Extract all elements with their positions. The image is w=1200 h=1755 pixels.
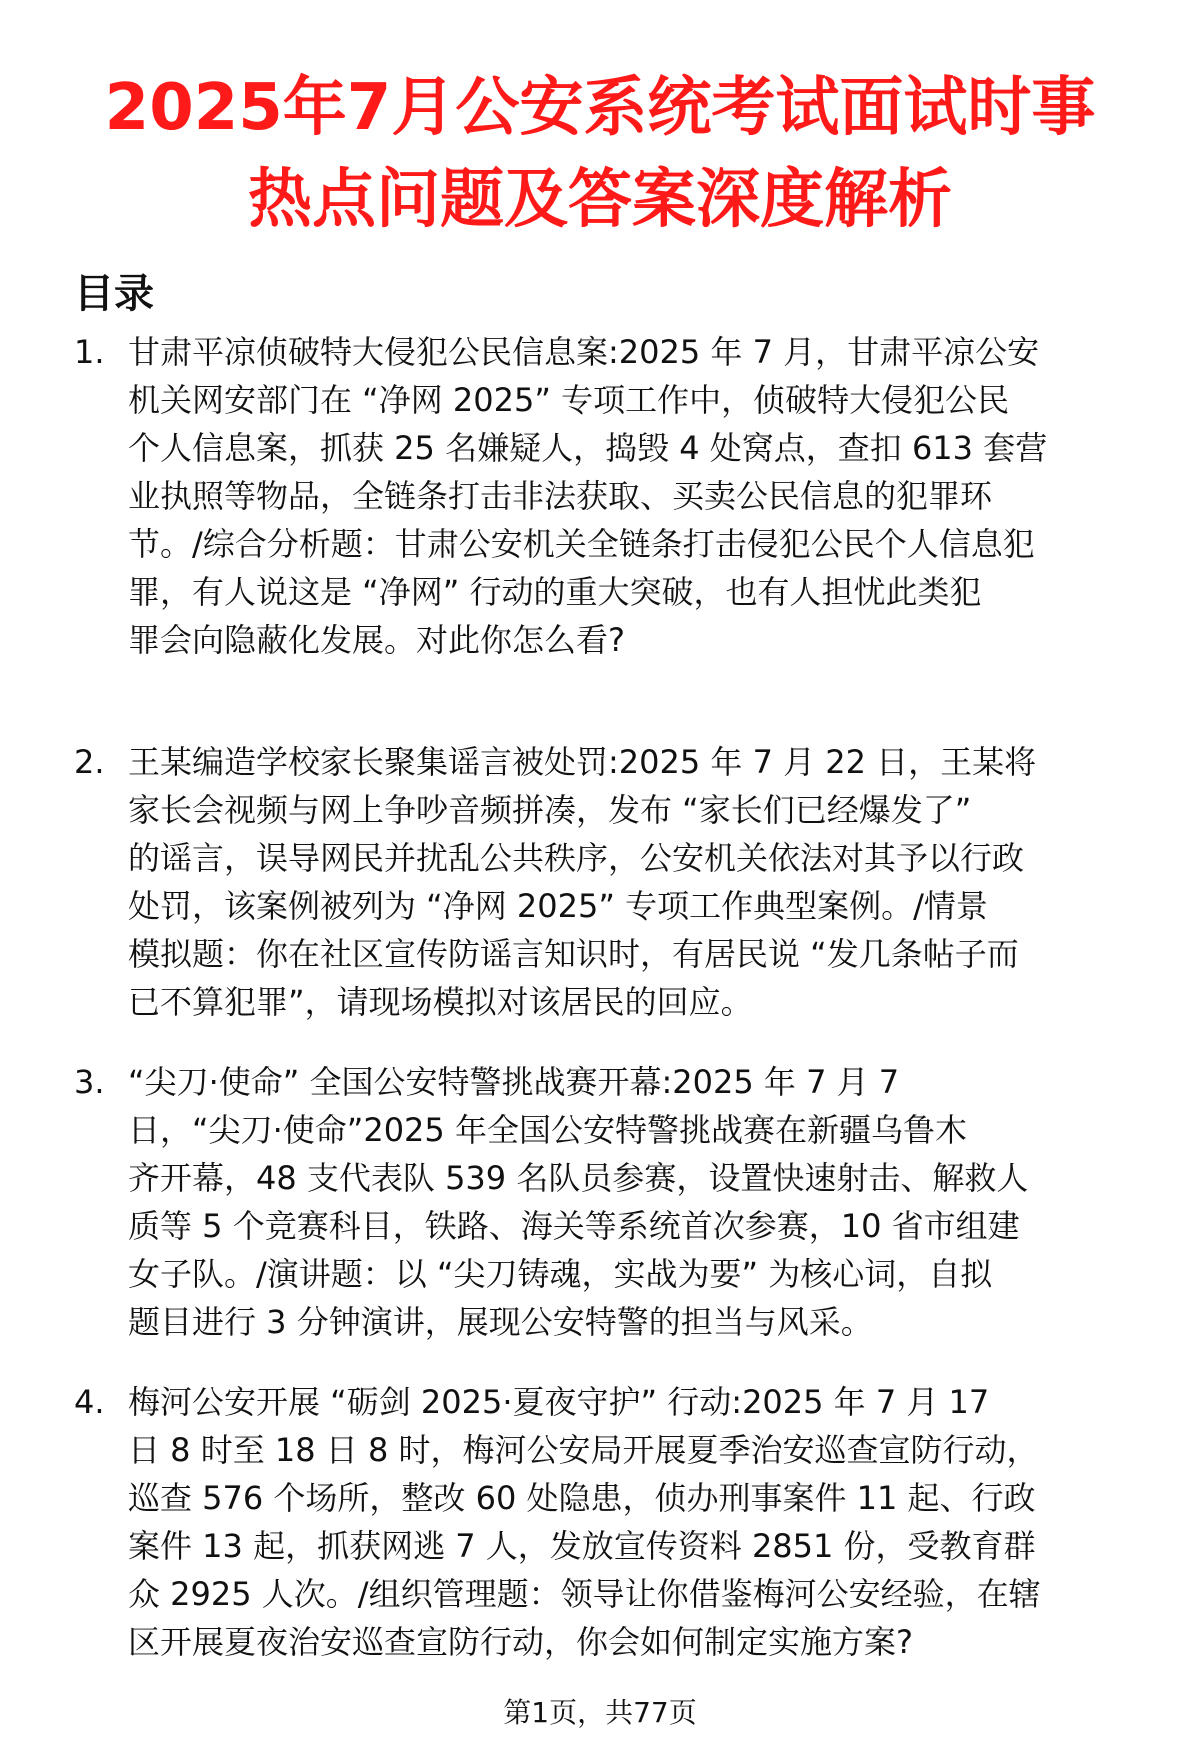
- page-title-line-2: 热点问题及答案深度解析: [248, 163, 952, 237]
- toc-item-line: 女子队。/演讲题：以 “尖刀铸魂，实战为要” 为核心词，自拟: [128, 1255, 993, 1293]
- toc-item-line: 齐开幕，48 支代表队 539 名队员参赛，设置快速射击、解救人: [128, 1159, 1029, 1197]
- toc-item-line: 日，“尖刀·使命”2025 年全国公安特警挑战赛在新疆乌鲁木: [128, 1111, 967, 1149]
- toc-item-text: [128, 738, 1138, 1026]
- toc-item-line: 日 8 时至 18 日 8 时，梅河公安局开展夏季治安巡查宣防行动，: [128, 1431, 1039, 1469]
- toc-item-line: 的谣言，误导网民并扰乱公共秩序，公安机关依法对其予以行政: [128, 839, 1025, 877]
- toc-item-line: 甘肃平凉侦破特大侵犯公民信息案:2025 年 7 月，甘肃平凉公安: [128, 333, 1040, 371]
- toc-item-line: 机关网安部门在 “净网 2025” 专项工作中，侦破特大侵犯公民: [128, 381, 1010, 419]
- toc-item-line: 已不算犯罪”，请现场模拟对该居民的回应。: [128, 983, 753, 1021]
- toc-item-line: 处罚，该案例被列为 “净网 2025” 专项工作典型案例。/情景: [128, 887, 988, 925]
- page-number-footer: 第1页，共77页: [503, 1696, 697, 1729]
- toc-item-text: [128, 328, 1138, 664]
- toc-item-line: 案件 13 起，抓获网逃 7 人，发放宣传资料 2851 份，受教育群: [128, 1527, 1036, 1565]
- toc-item-line: 个人信息案，抓获 25 名嫌疑人，捣毁 4 处窝点，查扣 613 套营: [128, 429, 1048, 467]
- toc-item-number: 2.: [74, 743, 105, 781]
- toc-item-line: 业执照等物品，全链条打击非法获取、买卖公民信息的犯罪环: [128, 477, 993, 515]
- page-title-line-1: 2025年7月公安系统考试面试时事: [104, 71, 1096, 145]
- toc-item-line: 众 2925 人次。/组织管理题：领导让你借鉴梅河公安经验，在辖: [128, 1575, 1041, 1613]
- toc-item-text: [128, 1378, 1138, 1666]
- toc-item-line: 罪会向隐蔽化发展。对此你怎么看?: [128, 621, 625, 659]
- toc-item-line: 节。/综合分析题：甘肃公安机关全链条打击侵犯公民个人信息犯: [128, 525, 1035, 563]
- toc-item-number: 3.: [74, 1063, 105, 1101]
- toc-item-line: 质等 5 个竞赛科目，铁路、海关等系统首次参赛，10 省市组建: [128, 1207, 1020, 1245]
- toc-heading: 目录: [74, 271, 154, 317]
- toc-item-line: 模拟题：你在社区宣传防谣言知识时，有居民说 “发几条帖子而: [128, 935, 1019, 973]
- toc-item-line: 区开展夏夜治安巡查宣防行动，你会如何制定实施方案?: [128, 1623, 913, 1661]
- toc-item-line: 罪，有人说这是 “净网” 行动的重大突破，也有人担忧此类犯: [128, 573, 982, 611]
- toc-item-line: 巡查 576 个场所，整改 60 处隐患，侦办刑事案件 11 起、行政: [128, 1479, 1036, 1517]
- toc-item-line: 题目进行 3 分钟演讲，展现公安特警的担当与风采。: [128, 1303, 873, 1341]
- toc-item-text: [128, 1058, 1138, 1346]
- toc-item-line: 家长会视频与网上争吵音频拼凑，发布 “家长们已经爆发了”: [128, 791, 972, 829]
- toc-item-number: 4.: [74, 1383, 105, 1421]
- toc-item-line: “尖刀·使命” 全国公安特警挑战赛开幕:2025 年 7 月 7: [128, 1063, 900, 1101]
- toc-item-line: 梅河公安开展 “砺剑 2025·夏夜守护” 行动:2025 年 7 月 17: [128, 1383, 990, 1421]
- toc-item-line: 王某编造学校家长聚集谣言被处罚:2025 年 7 月 22 日，王某将: [128, 743, 1037, 781]
- toc-item-number: 1.: [74, 333, 105, 371]
